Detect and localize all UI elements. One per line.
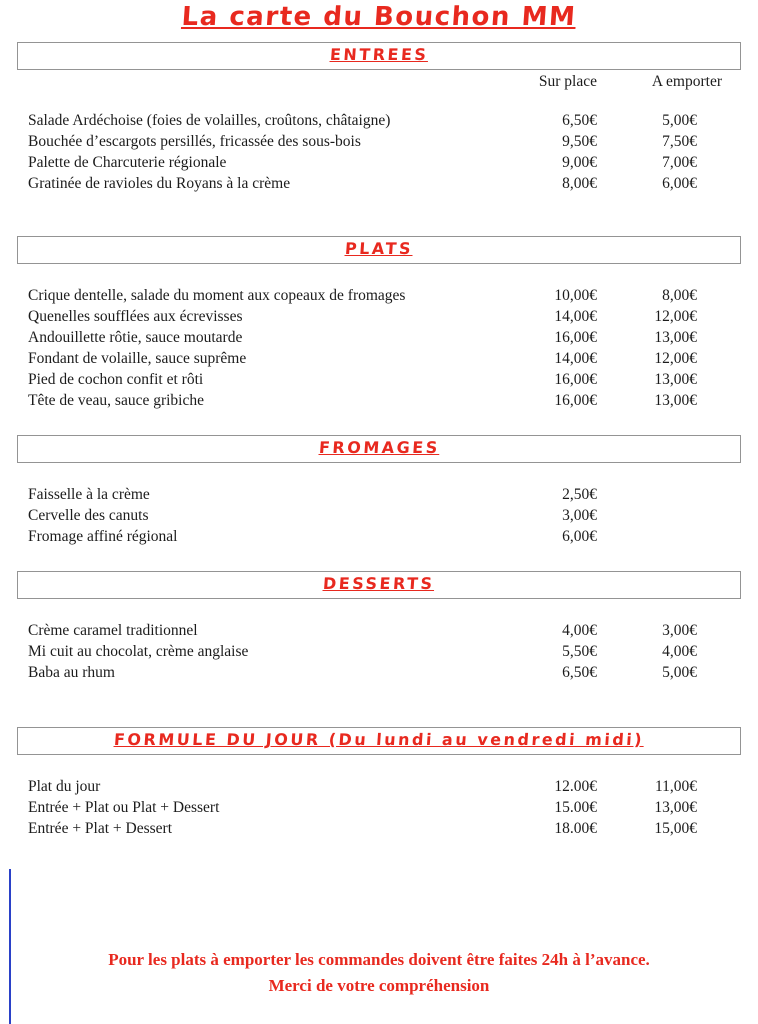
menu-item-row — [28, 776, 722, 797]
price-a-emporter: 6,00€ — [662, 175, 697, 192]
price-a-emporter — [597, 526, 722, 547]
page-edge-line — [9, 869, 11, 1024]
price-sur-place: 6,50€ — [562, 112, 597, 129]
price-sur-place: 12.00€ — [554, 778, 597, 795]
price-a-emporter — [597, 484, 722, 505]
menu-item-name: Crique dentelle, salade du moment aux copeaux de fromages — [28, 287, 406, 304]
price-sur-place: 3,00€ — [562, 507, 597, 524]
price-a-emporter: 11,00€ — [654, 778, 697, 795]
menu-item-row — [28, 173, 722, 194]
price-sur-place: 4,00€ — [562, 622, 597, 639]
menu-item-row — [28, 348, 722, 369]
price-sur-place: 18.00€ — [554, 820, 597, 837]
price-a-emporter: 4,00€ — [662, 643, 697, 660]
section-header-box — [17, 727, 741, 755]
menu-item-row — [28, 505, 722, 526]
section-header-box — [17, 42, 741, 70]
menu-page — [0, 2, 758, 1024]
section-fromages — [0, 435, 758, 547]
menu-item-name: Salade Ardéchoise (foies de volailles, croûtons, châtaigne) — [28, 112, 391, 129]
menu-item-name: Cervelle des canuts — [28, 507, 149, 524]
menu-item-name: Bouchée d’escargots persillés, fricassée des sous-bois — [28, 133, 361, 150]
menu-item-name: Fondant de volaille, sauce suprême — [28, 350, 247, 367]
section-title-fromages: FROMAGES — [317, 438, 441, 457]
price-column-headers — [0, 73, 758, 91]
menu-item-name: Quenelles soufflées aux écrevisses — [28, 308, 243, 325]
menu-item-row — [28, 818, 722, 839]
section-header-box — [17, 236, 741, 264]
section-formule-du-jour — [0, 727, 758, 839]
menu-item-row — [28, 526, 722, 547]
price-sur-place: 14,00€ — [554, 350, 597, 367]
menu-item-name: Tête de veau, sauce gribiche — [28, 392, 205, 409]
price-sur-place: 16,00€ — [554, 329, 597, 346]
menu-item-name: Plat du jour — [28, 778, 101, 795]
price-a-emporter: 15,00€ — [654, 820, 697, 837]
price-sur-place: 2,50€ — [562, 486, 597, 503]
column-header-a-emporter: A emporter — [651, 73, 722, 90]
menu-item-name: Palette de Charcuterie régionale — [28, 154, 227, 171]
section-header-box — [17, 571, 741, 599]
menu-item-row — [28, 484, 722, 505]
section-desserts — [0, 571, 758, 683]
menu-item-name: Gratinée de ravioles du Royans à la crème — [28, 175, 291, 192]
section-title-plats: PLATS — [344, 239, 414, 258]
section-entrees — [0, 42, 758, 194]
menu-item-row — [28, 620, 722, 641]
menu-item-name: Crème caramel traditionnel — [28, 622, 198, 639]
menu-items-fromages — [0, 484, 758, 547]
price-a-emporter: 5,00€ — [662, 664, 697, 681]
menu-item-name: Entrée + Plat + Dessert — [28, 820, 173, 837]
price-a-emporter: 13,00€ — [654, 371, 697, 388]
price-a-emporter: 13,00€ — [654, 329, 697, 346]
menu-items-entrees — [0, 110, 758, 194]
price-sur-place: 9,00€ — [562, 154, 597, 171]
section-title-desserts: DESSERTS — [322, 574, 436, 593]
menu-items-plats — [0, 285, 758, 411]
price-sur-place: 6,00€ — [562, 528, 597, 545]
price-sur-place: 16,00€ — [554, 392, 597, 409]
section-title-formule: FORMULE DU JOUR (Du lundi au vendredi midi) — [113, 730, 645, 749]
price-sur-place: 9,50€ — [562, 133, 597, 150]
menu-item-row — [28, 327, 722, 348]
menu-item-name: Mi cuit au chocolat, crème anglaise — [28, 643, 249, 660]
price-a-emporter: 5,00€ — [662, 112, 697, 129]
menu-item-row — [28, 306, 722, 327]
price-sur-place: 8,00€ — [562, 175, 597, 192]
section-plats — [0, 236, 758, 411]
menu-item-row — [28, 110, 722, 131]
price-sur-place: 15.00€ — [554, 799, 597, 816]
menu-item-name: Fromage affiné régional — [28, 528, 178, 545]
menu-item-row — [28, 369, 722, 390]
menu-item-name: Baba au rhum — [28, 664, 115, 681]
price-a-emporter: 7,50€ — [662, 133, 697, 150]
price-a-emporter: 7,00€ — [662, 154, 697, 171]
price-sur-place: 6,50€ — [562, 664, 597, 681]
column-header-sur-place: Sur place — [538, 73, 597, 90]
section-title-entrees: ENTREES — [329, 45, 429, 64]
menu-items-desserts — [0, 620, 758, 683]
page-title: La carte du Bouchon MM — [180, 2, 578, 32]
menu-item-name: Entrée + Plat ou Plat + Dessert — [28, 799, 220, 816]
takeaway-notice-line2: Merci de votre compréhension — [268, 976, 490, 995]
menu-item-row — [28, 152, 722, 173]
menu-item-name: Pied de cochon confit et rôti — [28, 371, 204, 388]
takeaway-notice-line1: Pour les plats à emporter les commandes doivent être faites 24h à l’avance. — [108, 950, 650, 969]
menu-item-row — [28, 285, 722, 306]
menu-item-row — [28, 390, 722, 411]
price-a-emporter: 3,00€ — [662, 622, 697, 639]
price-sur-place: 10,00€ — [554, 287, 597, 304]
price-a-emporter: 12,00€ — [654, 308, 697, 325]
menu-item-row — [28, 662, 722, 683]
menu-item-name: Andouillette rôtie, sauce moutarde — [28, 329, 243, 346]
price-a-emporter: 13,00€ — [654, 799, 697, 816]
price-a-emporter: 13,00€ — [654, 392, 697, 409]
menu-item-row — [28, 131, 722, 152]
price-a-emporter: 12,00€ — [654, 350, 697, 367]
price-sur-place: 14,00€ — [554, 308, 597, 325]
menu-item-name: Faisselle à la crème — [28, 486, 150, 503]
price-sur-place: 16,00€ — [554, 371, 597, 388]
menu-items-formule — [0, 776, 758, 839]
section-header-box — [17, 435, 741, 463]
price-sur-place: 5,50€ — [562, 643, 597, 660]
takeaway-notice — [0, 947, 758, 999]
menu-item-row — [28, 641, 722, 662]
price-a-emporter — [597, 505, 722, 526]
price-a-emporter: 8,00€ — [662, 287, 697, 304]
menu-item-row — [28, 797, 722, 818]
